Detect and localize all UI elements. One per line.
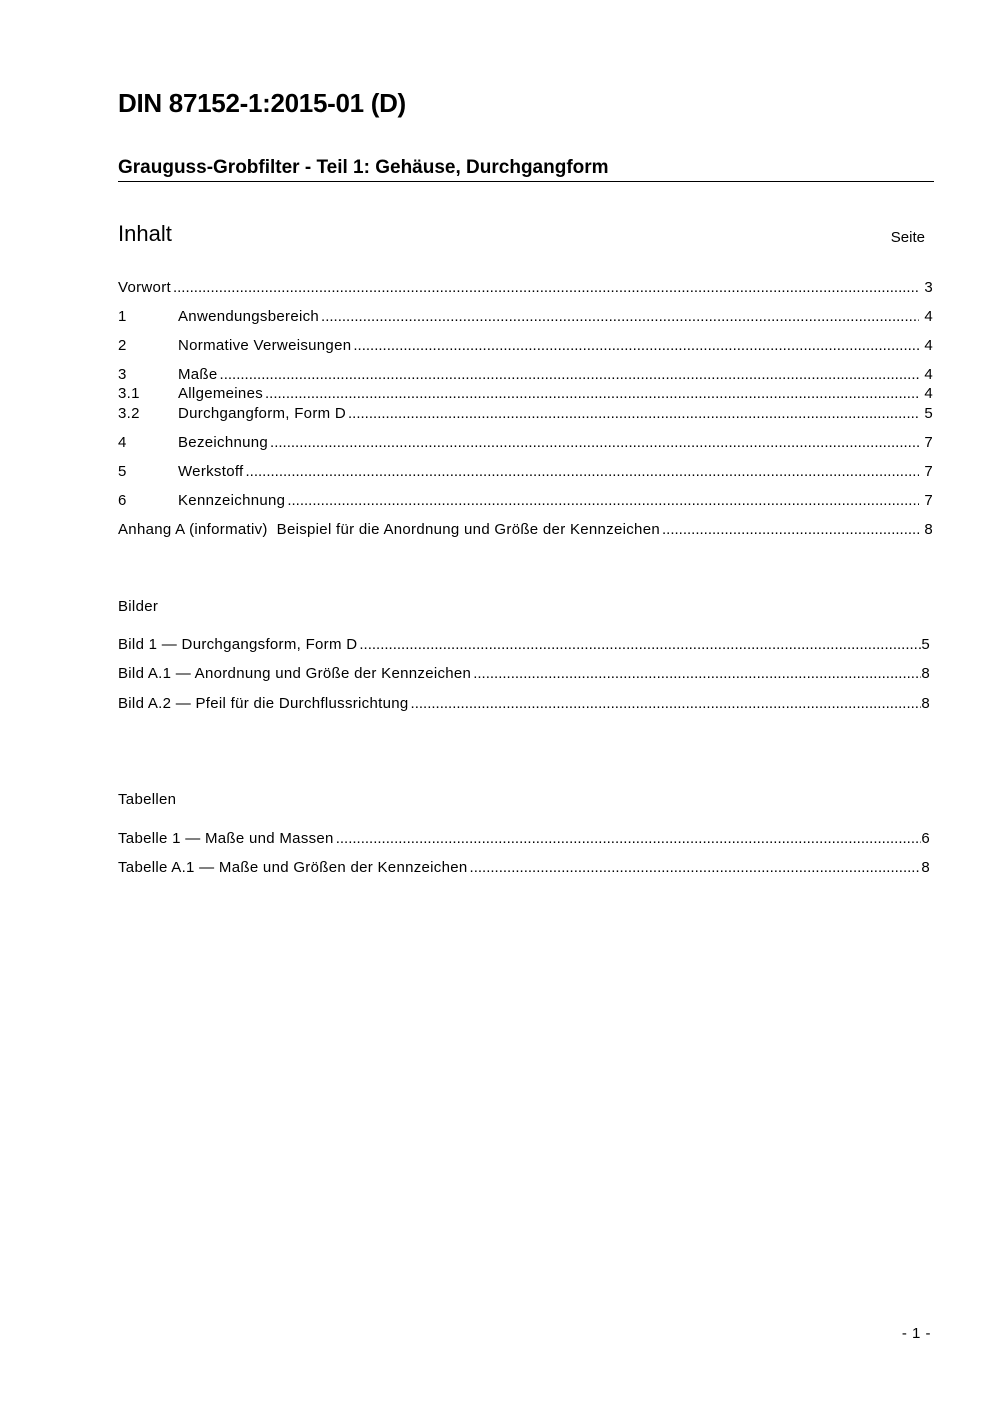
toc-entry-anhang-a[interactable] — [118, 521, 933, 539]
table-entry-page: 6 — [921, 830, 930, 847]
dot-leader — [353, 337, 919, 355]
toc-entry-vorwort[interactable] — [118, 279, 933, 297]
toc-entry-number: 3.2 — [118, 405, 140, 422]
toc-entry-page: 7 — [924, 492, 933, 509]
toc-entry-anwendungsbereich[interactable] — [118, 308, 933, 326]
tables-heading: Tabellen — [118, 791, 177, 808]
dot-leader — [662, 521, 919, 539]
page-column-label: Seite — [890, 229, 925, 246]
figure-entry-a2[interactable] — [118, 695, 930, 713]
toc-entry-label: Maße — [178, 366, 218, 383]
table-entry-a1[interactable] — [118, 859, 930, 877]
toc-entry-number: 6 — [118, 492, 127, 509]
toc-entry-label: Anhang A (informativ) Beispiel für die Anordnung und Größe der Kennzeichen — [118, 521, 660, 538]
contents-heading: Inhalt — [118, 221, 172, 246]
dot-leader — [246, 463, 920, 481]
dot-leader — [411, 695, 922, 713]
toc-entry-label: Kennzeichnung — [178, 492, 286, 509]
toc-entry-masse[interactable] — [118, 366, 933, 384]
toc-entry-label: Werkstoff — [178, 463, 244, 480]
figures-heading: Bilder — [118, 598, 159, 615]
toc-entry-page: 4 — [924, 337, 933, 354]
document-title: Grauguss-Grobfilter - Teil 1: Gehäuse, Durchgangform — [118, 157, 934, 182]
figure-entry-label: Bild 1 — Durchgangsform, Form D — [118, 636, 358, 653]
toc-entry-durchgangform[interactable] — [118, 405, 933, 423]
toc-entry-number: 5 — [118, 463, 127, 480]
dot-leader — [348, 405, 919, 423]
table-entry-label: Tabelle A.1 — Maße und Größen der Kennzeichen — [118, 859, 468, 876]
table-entry-page: 8 — [921, 859, 930, 876]
figure-entry-label: Bild A.2 — Pfeil für die Durchflussrichtung — [118, 695, 409, 712]
toc-entry-page: 5 — [924, 405, 933, 422]
toc-entry-label: Anwendungsbereich — [178, 308, 320, 325]
figure-entry-a1[interactable] — [118, 665, 930, 683]
toc-entry-page: 4 — [924, 385, 933, 402]
dot-leader — [359, 636, 921, 654]
figure-entry-page: 8 — [921, 695, 930, 712]
table-entry-1[interactable] — [118, 830, 930, 848]
toc-entry-page: 4 — [924, 308, 933, 325]
dot-leader — [473, 665, 921, 683]
toc-entry-kennzeichnung[interactable] — [118, 492, 933, 510]
figure-entry-1[interactable] — [118, 636, 930, 654]
toc-entry-number: 2 — [118, 337, 127, 354]
toc-entry-label: Durchgangform, Form D — [178, 405, 347, 422]
dot-leader — [470, 859, 922, 877]
toc-entry-werkstoff[interactable] — [118, 463, 933, 481]
toc-entry-label: Vorwort — [118, 279, 171, 296]
toc-entry-normative-verweisungen[interactable] — [118, 337, 933, 355]
dot-leader — [336, 830, 922, 848]
dot-leader — [270, 434, 919, 452]
dot-leader — [265, 385, 919, 403]
toc-entry-allgemeines[interactable] — [118, 385, 933, 403]
toc-entry-number: 3.1 — [118, 385, 140, 402]
table-entry-label: Tabelle 1 — Maße und Massen — [118, 830, 334, 847]
toc-entry-label: Allgemeines — [178, 385, 264, 402]
toc-entry-number: 3 — [118, 366, 127, 383]
toc-entry-page: 7 — [924, 434, 933, 451]
page-number: - 1 - — [901, 1325, 931, 1342]
dot-leader — [287, 492, 919, 510]
toc-entry-page: 8 — [924, 521, 933, 538]
toc-entry-bezeichnung[interactable] — [118, 434, 933, 452]
figure-entry-page: 8 — [921, 665, 930, 682]
document-id: DIN 87152-1:2015-01 (D) — [118, 88, 406, 118]
toc-entry-number: 1 — [118, 308, 127, 325]
toc-entry-page: 4 — [924, 366, 933, 383]
toc-entry-label: Bezeichnung — [178, 434, 269, 451]
figure-entry-page: 5 — [921, 636, 930, 653]
dot-leader — [321, 308, 919, 326]
toc-entry-label: Normative Verweisungen — [178, 337, 352, 354]
toc-entry-page: 7 — [924, 463, 933, 480]
toc-entry-number: 4 — [118, 434, 127, 451]
dot-leader — [220, 366, 919, 384]
toc-entry-page: 3 — [924, 279, 933, 296]
figure-entry-label: Bild A.1 — Anordnung und Größe der Kennzeichen — [118, 665, 472, 682]
dot-leader — [173, 279, 919, 297]
